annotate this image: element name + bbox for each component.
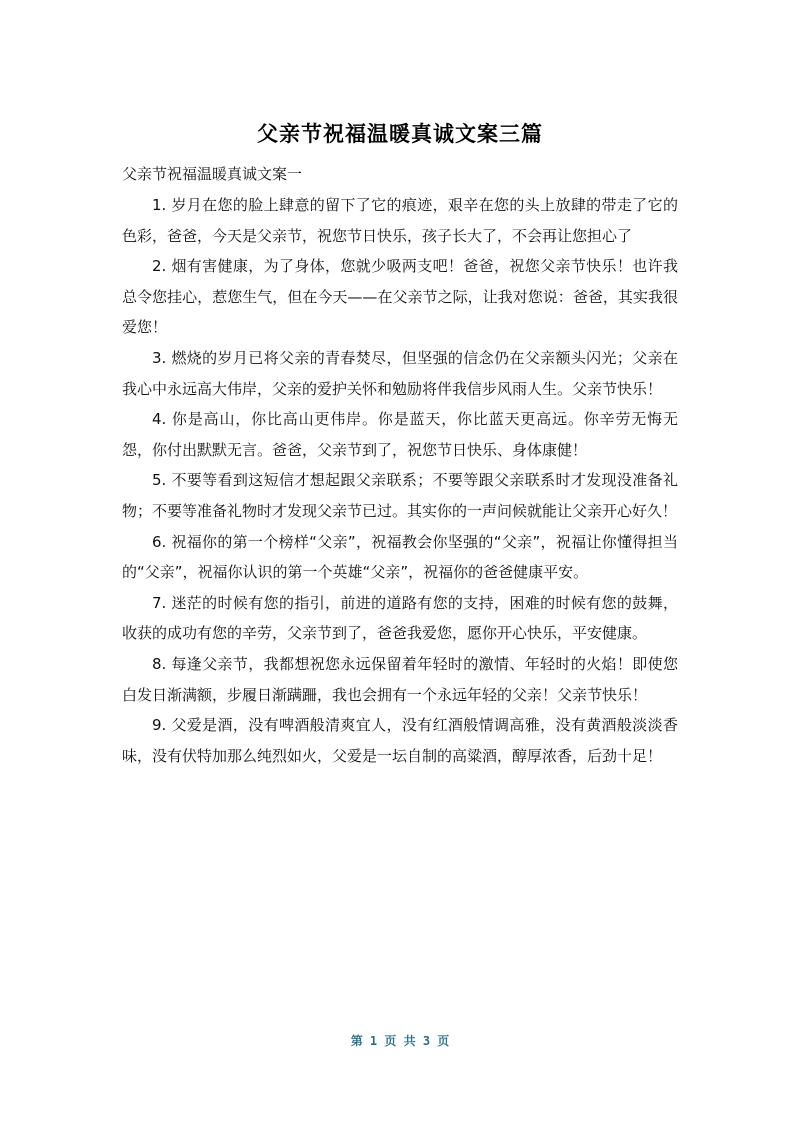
paragraph-3: 3. 燃烧的岁月已将父亲的青春焚尽，但坚强的信念仍在父亲额头闪光；父亲在我心中永远高大伟岸，父亲的爱护关怀和勉励将伴我信步风雨人生。父亲节快乐！ [122, 348, 678, 398]
document-body [122, 190, 678, 771]
paragraph-1: 1. 岁月在您的脸上肆意的留下了它的痕迹，艰辛在您的头上放肆的带走了它的色彩，爸爸，今天是父亲节，祝您节日快乐，孩子长大了，不会再让您担心了 [122, 196, 678, 245]
section-heading: 父亲节祝福温暖真诚文案一 [122, 165, 303, 183]
paragraph-7: 7. 迷茫的时候有您的指引，前进的道路有您的支持，困难的时候有您的鼓舞，收获的成功有您的辛劳，父亲节到了，爸爸我爱您，愿你开心快乐，平安健康。 [122, 593, 678, 643]
paragraph-2: 2. 烟有害健康，为了身体，您就少吸两支吧！爸爸，祝您父亲节快乐！也许我总令您挂心，惹您生气，但在今天——在父亲节之际，让我对您说：爸爸，其实我很爱您！ [122, 257, 678, 337]
paragraph-9: 9. 父爱是酒，没有啤酒般清爽宜人，没有红酒般情调高雅，没有黄酒般淡淡香味，没有伏特加那么纯烈如火，父爱是一坛自制的高粱酒，醇厚浓香，后劲十足！ [122, 716, 678, 765]
paragraph-4: 4. 你是高山，你比高山更伟岸。你是蓝天，你比蓝天更高远。你辛劳无悔无怨，你付出默默无言。爸爸，父亲节到了，祝您节日快乐、身体康健！ [122, 410, 678, 459]
paragraph-8: 8. 每逢父亲节，我都想祝您永远保留着年轻时的激情、年轻时的火焰！即使您白发日渐满额，步履日渐蹒跚，我也会拥有一个永远年轻的父亲！父亲节快乐！ [122, 654, 678, 704]
page-footer: 第 1 页 共 3 页 [350, 1034, 450, 1048]
document-title: 父亲节祝福温暖真诚文案三篇 [257, 122, 543, 146]
paragraph-5: 5. 不要等看到这短信才想起跟父亲联系；不要等跟父亲联系时才发现没准备礼物；不要等准备礼物时才发现父亲节已过。其实你的一声问候就能让父亲开心好久！ [122, 471, 678, 520]
paragraph-6: 6. 祝福你的第一个榜样“父亲”，祝福教会你坚强的“父亲”，祝福让你懂得担当的“父亲”，祝福你认识的第一个英雄“父亲”，祝福你的爸爸健康平安。 [122, 532, 678, 582]
